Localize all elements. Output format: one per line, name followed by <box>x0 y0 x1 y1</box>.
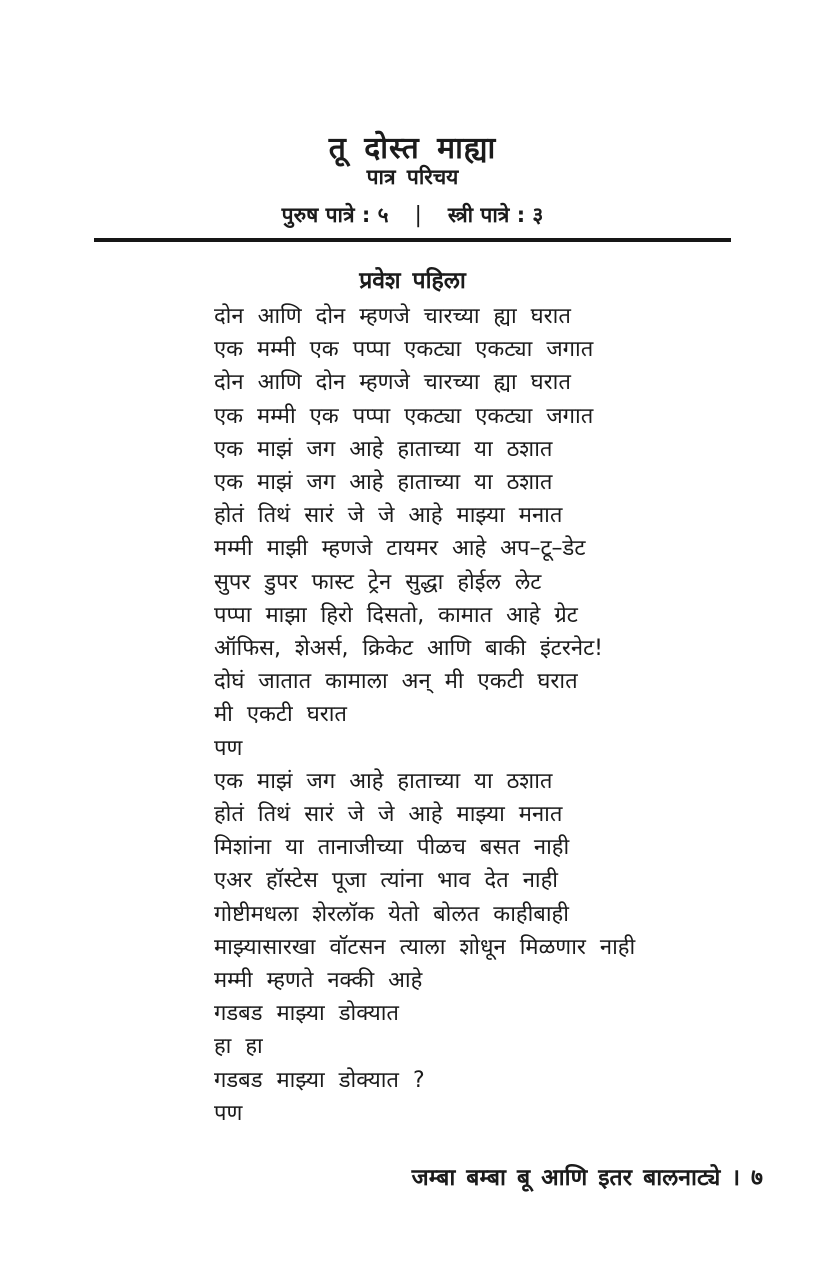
poem-line: एक माझं जग आहे हाताच्या या ठशात <box>214 768 553 794</box>
poem-line: दोघं जातात कामाला अन् मी एकटी घरात <box>214 669 578 695</box>
poem-line: हा हा <box>214 1034 263 1060</box>
character-intro-heading: पात्र परिचय <box>366 165 459 189</box>
header-divider-rule <box>94 238 731 242</box>
poem-line: मम्मी माझी म्हणजे टायमर आहे अप–टू–डेट <box>214 536 586 562</box>
poem-line: गोष्टीमधला शेरलॉक येतो बोलत काहीबाही <box>214 901 569 927</box>
poem-line: दोन आणि दोन म्हणजे चारच्या ह्या घरात <box>214 304 571 329</box>
poem-line: पण <box>214 1100 243 1126</box>
poem-line: दोन आणि दोन म्हणजे चारच्या ह्या घरात <box>214 370 571 396</box>
poem-line: एक माझं जग आहे हाताच्या या ठशात <box>214 470 553 496</box>
poem-line: पप्पा माझा हिरो दिसतो, कामात आहे ग्रेट <box>214 602 578 628</box>
poem-line: गडबड माझ्या डोक्यात <box>214 1001 399 1027</box>
poem-line: होतं तिथं सारं जे जे आहे माझ्या मनात <box>214 802 563 828</box>
poem-line: एअर हॉस्टेस पूजा त्यांना भाव देत नाही <box>214 868 558 894</box>
page-title: तू दोस्त माह्या <box>328 131 497 167</box>
poem-line: ऑफिस, शेअर्स, क्रिकेट आणि बाकी इंटरनेट! <box>214 636 603 662</box>
book-footer-with-page-number: जम्बा बम्बा बू आणि इतर बालनाट्ये । ७ <box>411 1165 763 1191</box>
poem-line: मिशांना या तानाजीच्या पीळच बसत नाही <box>214 835 570 861</box>
female-cast-count: स्त्री पात्रे : ३ <box>447 203 544 227</box>
poem-line: गडबड माझ्या डोक्यात ? <box>214 1067 425 1093</box>
male-cast-count: पुरुष पात्रे : ५ <box>281 203 389 227</box>
poem-line: पण <box>214 735 243 761</box>
poem-line: एक माझं जग आहे हाताच्या या ठशात <box>214 436 553 462</box>
cast-separator: | <box>414 202 422 228</box>
poem-line: सुपर डुपर फास्ट ट्रेन सुद्धा होईल लेट <box>214 569 542 595</box>
poem-line: होतं तिथं सारं जे जे आहे माझ्या मनात <box>214 503 563 529</box>
scene-heading: प्रवेश पहिला <box>359 268 466 294</box>
poem-line: माझ्यासारखा वॉटसन त्याला शोधून मिळणार नाही <box>214 934 636 960</box>
poem-line: मी एकटी घरात <box>214 702 347 728</box>
poem-line: एक मम्मी एक पप्पा एकट्या एकट्या जगात <box>214 403 594 429</box>
poem-line: एक मम्मी एक पप्पा एकट्या एकट्या जगात <box>214 337 594 363</box>
cast-count-line <box>0 201 825 229</box>
poem <box>214 300 765 1130</box>
poem-line: मम्मी म्हणते नक्की आहे <box>214 968 423 994</box>
